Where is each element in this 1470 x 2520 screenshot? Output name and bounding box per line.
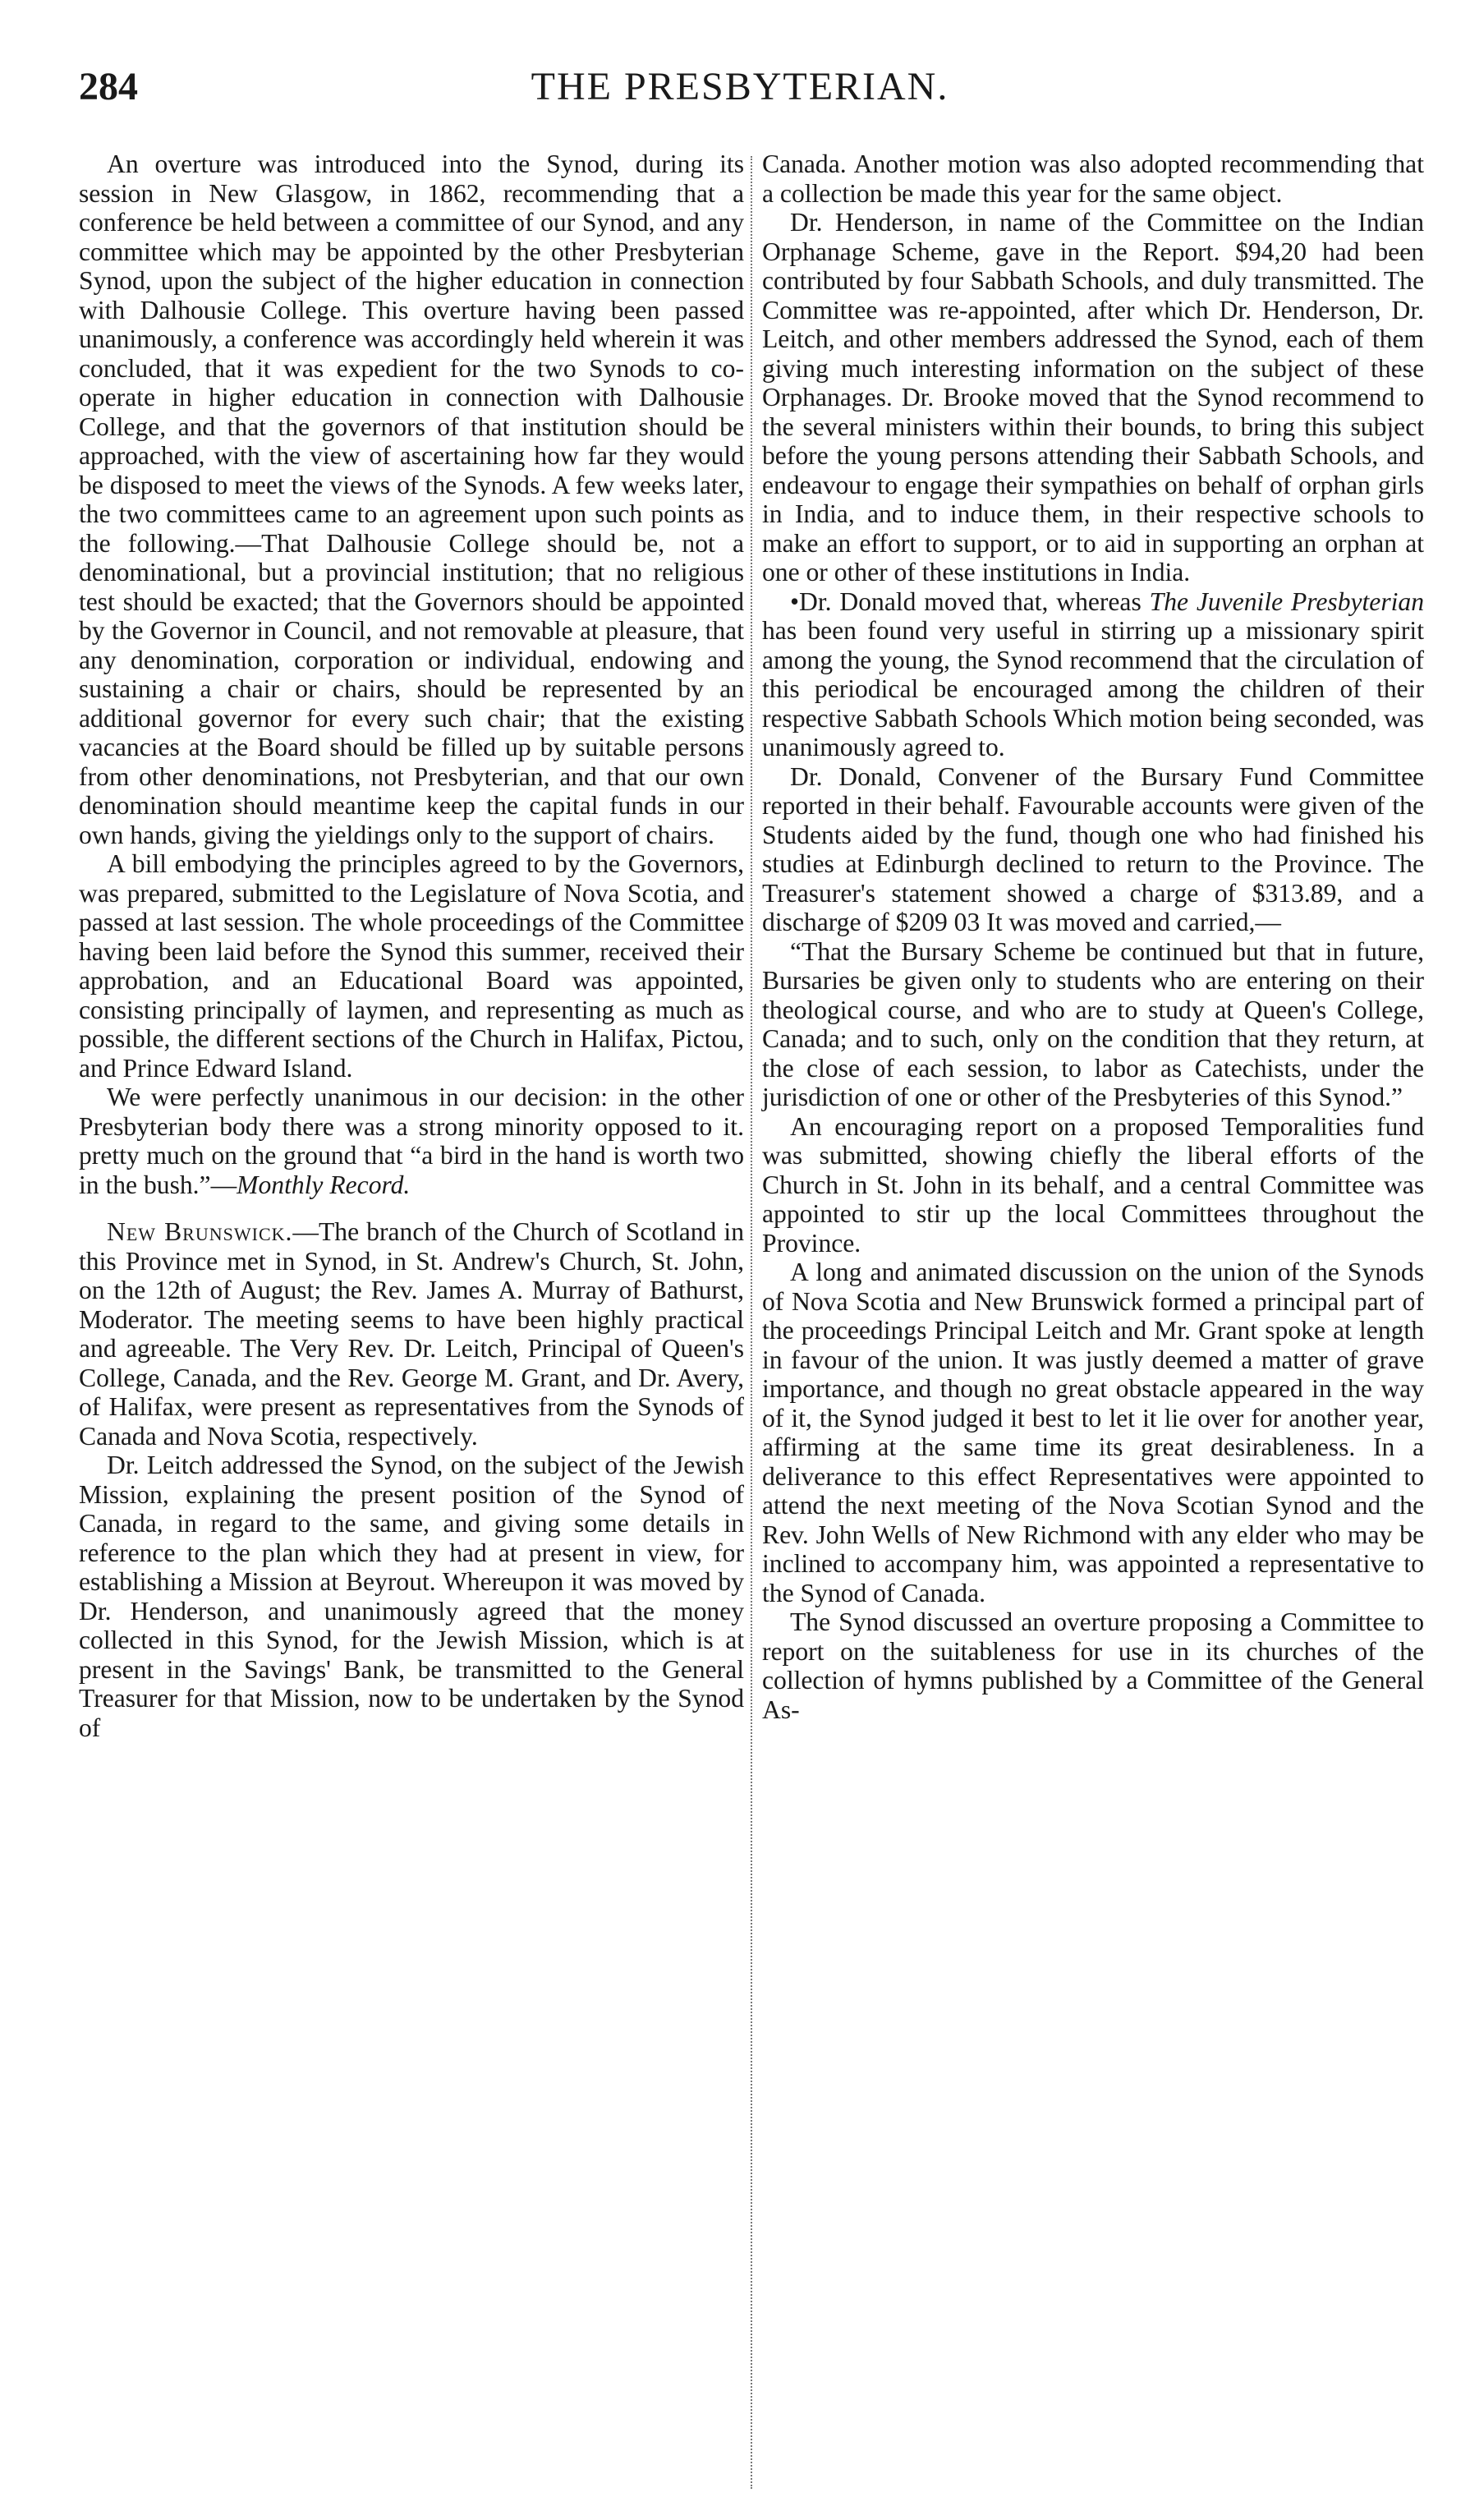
paragraph-indian-orphanage: Dr. Henderson, in name of the Committee on the Indian Orphanage Scheme, gave in the Report. $94,20 had been contributed by four Sabbath Schools, and duly transmitted. The Committee was re-appointed, after which Dr. Henderson, Dr. Leitch, and other members addressed the Synod, each of them giving much interesting information on the subject of these Orphanages. Dr. Brooke moved that the Synod recommend to the several ministers within their bounds, to bring this subject before the young persons attending their Sabbath Schools, and endeavour to engage their sympathies on behalf of orphan girls in India, and to induce them, in their respective schools to make an effort to support, or to aid in supporting an orphan at one or other of these institutions in India.	[762, 208, 1424, 586]
section-lead: New Brunswick.	[107, 1217, 293, 1246]
paragraph-text: has been found very useful in stirring up a missionary spirit among the young, the Synod recommend that the circulation of this periodical be encouraged among the children of their respective Sabbath Schools Which motion being seconded, was unanimously agreed to.	[762, 616, 1424, 761]
page-header	[79, 64, 1401, 138]
paragraph-canada-motion: Canada. Another motion was also adopted recommending that a collection be made this year for the same object.	[762, 149, 1424, 208]
paragraph-bursary-fund: Dr. Donald, Convener of the Bursary Fund Committee reported in their behalf. Favourable accounts were given of the Students aided by the fund, though one who had finished his studies at Edinburgh declined to return to the Province. The Treasurer's statement showed a charge of $313.89, and a discharge of $209 03 It was moved and carried,—	[762, 761, 1424, 936]
paragraph-dalhousie-overture: An overture was introduced into the Synod, during its session in New Glasgow, in 1862, recommending that a conference be held between a committee of our Synod, and any committee which may be appointed by the other Presbyterian Synod, upon the subject of the higher education in connection with Dalhousie College. This overture having been passed unanimously, a conference was accordingly held wherein it was concluded, that it was expedient for the two Synods to co-operate in higher education in connection with Dalhousie College, and that the governors of that institution should be approached, with the view of ascertaining how far they would be disposed to meet the views of the Synods. A few weeks later, the two committees came to an agreement upon such points as the following.—That Dalhousie College should be, not a denominational, but a provincial institution; that no religious test should be exacted; that the Governors should be appointed by the Governor in Council, and not removable at pleasure, that any denomination, corporation or individual, endowing and sustaining a chair or chairs, should be represented by an additional governor for every such chair; that the existing vacancies at the Board should be filled up by suitable persons from other denominations, not Presbyterian, and that our own denomination should meantime keep the capital funds in our own hands, giving the yieldings only to the support of chairs.	[79, 149, 744, 849]
paragraph-text: —The branch of the Church of Scotland in this Province met in Synod, in St. Andrew's Church, St. John, on the 12th of August; the Rev. James A. Murray of Bathurst, Moderator. The meeting seems to have been highly practical and agreeable. The Very Rev. Dr. Leitch, Principal of Queen's College, Canada, and the Rev. George M. Grant, and Dr. Avery, of Halifax, were present as representatives from the Synods of Canada and Nova Scotia, respectively.	[79, 1217, 744, 1451]
paragraph-union-discussion: A long and animated discussion on the union of the Synods of Nova Scotia and New Brunswick formed a principal part of the proceedings Principal Leitch and Mr. Grant spoke at length in favour of the union. It was justly deemed a matter of grave importance, and though no great obstacle appeared in the way of it, the Synod judged it best to let it lie over for another year, affirming at the same time its great desirableness. In a deliverance to this effect Representatives were appointed to attend the next meeting of the Nova Scotian Synod and the Rev. John Wells of New Richmond with any elder who may be inclined to accompany him, was appointed a representative to the Synod of Canada.	[762, 1258, 1424, 1607]
page-title: THE PRESBYTERIAN.	[531, 65, 949, 108]
paragraph-new-brunswick	[79, 1217, 744, 1451]
paragraph-unanimous-decision	[79, 1083, 744, 1199]
page-number: 284	[79, 65, 138, 108]
paragraph-temporalities-fund: An encouraging report on a proposed Temporalities fund was submitted, showing chiefly the liberal efforts of the Church in St. John in its behalf, and a central Committee was appointed to stir up the local Committees throughout the Province.	[762, 1111, 1424, 1258]
quote-source: Monthly Record.	[237, 1170, 411, 1199]
left-column	[79, 149, 744, 1742]
paragraph-hymns-overture: The Synod discussed an overture proposing a Committee to report on the suitableness for use in its churches of the collection of hymns published by a Committee of the General As-	[762, 1607, 1424, 1724]
paragraph-jewish-mission: Dr. Leitch addressed the Synod, on the subject of the Jewish Mission, explaining the present position of the Synod of Canada, in regard to the same, and giving some details in reference to the plan which they had at present in view, for establishing a Mission at Beyrout. Whereupon it was moved by Dr. Henderson, and unanimously agreed that the money collected in this Synod, for the Jewish Mission, which is at present in the Savings' Bank, be transmitted to the General Treasurer for that Mission, now to be undertaken by the Synod of	[79, 1451, 744, 1742]
paragraph-bursary-resolution: “That the Bursary Scheme be continued but that in future, Bursaries be given only to students who are entering on their theological course, and who are to study at Queen's College, Canada; and to such, only on the condition that they return, at the close of each session, to labor as Catechists, under the jurisdiction of one or other of the Presbyteries of this Synod.”	[762, 936, 1424, 1111]
paragraph-bill-governors: A bill embodying the principles agreed to by the Governors, was prepared, submitted to the Legislature of Nova Scotia, and passed at last session. The whole proceedings of the Committee having been laid before the Synod this summer, received their approbation, and an Educational Board was appointed, consisting principally of laymen, and representing as much as possible, the different sections of the Church in Halifax, Pictou, and Prince Edward Island.	[79, 849, 744, 1083]
paragraph-text: We were perfectly unanimous in our decision: in the other Presbyterian body there was a strong minority opposed to it. pretty much on the ground that “a bird in the hand is worth two in the bush.”—	[79, 1083, 744, 1199]
paragraph-juvenile-presbyterian	[762, 587, 1424, 762]
column-divider	[751, 156, 752, 2489]
right-column	[762, 149, 1424, 1724]
paragraph-text: •Dr. Donald moved that, whereas	[790, 586, 1150, 616]
periodical-title: The Juvenile Presbyterian	[1149, 586, 1424, 616]
